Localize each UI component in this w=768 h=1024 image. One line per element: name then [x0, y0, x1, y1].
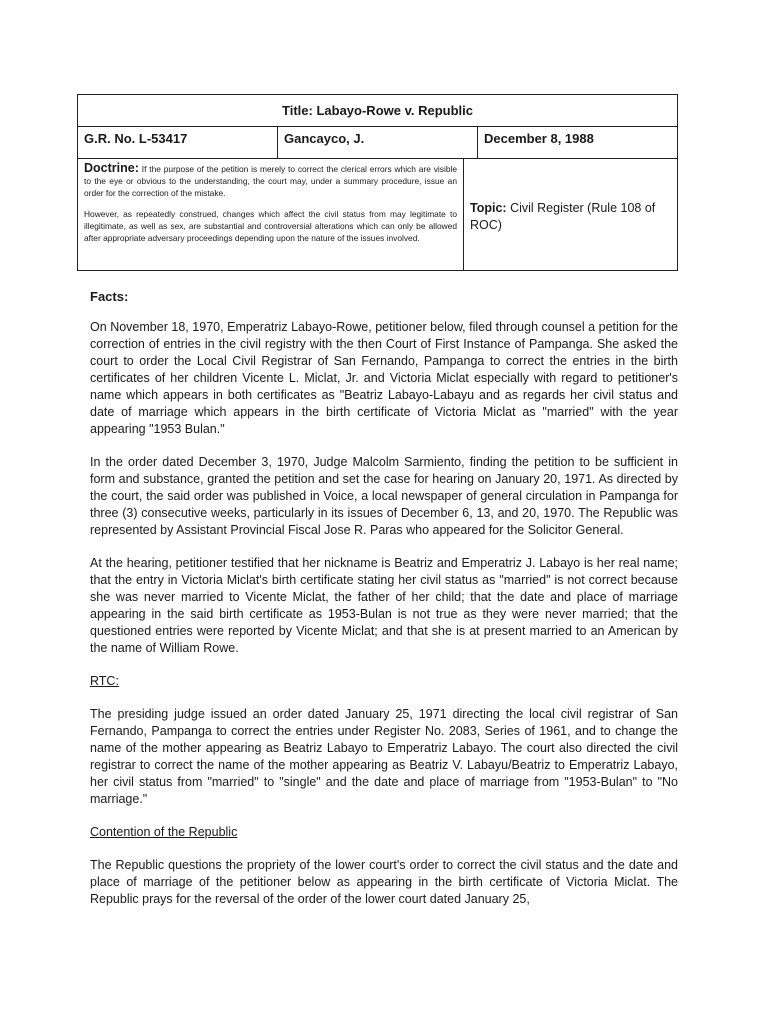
contention-heading: Contention of the Republic — [90, 825, 238, 839]
facts-paragraph-1: On November 18, 1970, Emperatriz Labayo-Rowe, petitioner below, filed through counsel a petition for the correction of entries in the civil registry with the then Court of First Instance of Pampanga. She asked the court to order the Local Civil Registrar of San Fernando, Pampanga to correct the entries in the birth certificates of her children Vicente L. Miclat, Jr. and Victoria Miclat especially with regard to petitioner's name which appears in both certificates as "Beatriz Labayo-Labayu and as regards her civil status and date of marriage which appears in the birth certificate of Victoria Miclat as "married" with the year appearing "1953 Bulan." — [90, 320, 678, 436]
doctrine-label: Doctrine: — [84, 161, 139, 175]
rtc-paragraph: The presiding judge issued an order dated January 25, 1971 directing the local civil registrar of San Fernando, Pampanga to correct the entries under Register No. 2083, Series of 1961, and to change the name of the mother appearing as Beatriz Labayo to Emperatriz Labayo. The court also directed the civil registrar to correct the name of the mother appearing as Beatriz V. Labayu/Beatriz to Emperatriz Labayo, her civil status from "married" to "single" and the date and place of marriage from "1953-Bulan" to "No marriage." — [90, 707, 678, 806]
doctrine-text-1: If the purpose of the petition is merely to correct the clerical errors which are visible to the eye or obvious to the understanding, the court may, under a summary procedure, issue an order for the correction of the mistake. — [84, 164, 458, 199]
case-meta-row — [78, 127, 677, 159]
ponente: Gancayco, J. — [278, 127, 478, 158]
doctrine-cell — [78, 159, 464, 270]
case-title: Title: Labayo-Rowe v. Republic — [78, 95, 677, 127]
facts-heading: Facts: — [90, 289, 129, 304]
contention-paragraph: The Republic questions the propriety of the lower court's order to correct the civil status and the date and place of marriage of the petitioner below as appearing in the birth certificate of Victoria Miclat. The Republic prays for the reversal of the order of the lower court dated January 25, — [90, 858, 678, 906]
facts-paragraph-2: In the order dated December 3, 1970, Judge Malcolm Sarmiento, finding the petition to be sufficient in form and substance, granted the petition and set the case for hearing on January 20, 1971. As directed by the court, the said order was published in Voice, a local newspaper of general circulation in Pampanga for three (3) consecutive weeks, particularly in its issues of December 6, 13, and 20, 1970. The Republic was represented by Assistant Provincial Fiscal Jose R. Paras who appeared for the Solicitor General. — [90, 455, 678, 537]
case-header-table — [77, 94, 678, 271]
doctrine-text-2: However, as repeatedly construed, changes which affect the civil status from may legitimate to illegitimate, as well as sex, are substantial and controversial alterations which can only be allowed after appropriate adversary proceedings depending upon the nature of the issues involved. — [84, 208, 457, 244]
topic-label: Topic: — [470, 201, 507, 215]
decision-date: December 8, 1988 — [484, 131, 594, 146]
topic-value: Civil Register (Rule 108 of ROC) — [470, 201, 656, 232]
document-body — [90, 288, 678, 908]
doctrine-topic-row — [78, 159, 677, 270]
gr-number: G.R. No. L-53417 — [78, 127, 278, 158]
rtc-heading: RTC: — [90, 674, 119, 688]
topic-cell — [464, 159, 677, 270]
facts-paragraph-3: At the hearing, petitioner testified that her nickname is Beatriz and Emperatriz J. Labayo is her real name; that the entry in Victoria Miclat's birth certificate stating her civil status as "married" is not correct because she was never married to Vicente Miclat, the father of her child; that the date and place of marriage appearing in the said birth certificate as 1953-Bulan is not true as they were never married; that the questioned entries were reported by Vicente Miclat; and that she is at present married to an American by the name of William Rowe. — [90, 556, 678, 655]
